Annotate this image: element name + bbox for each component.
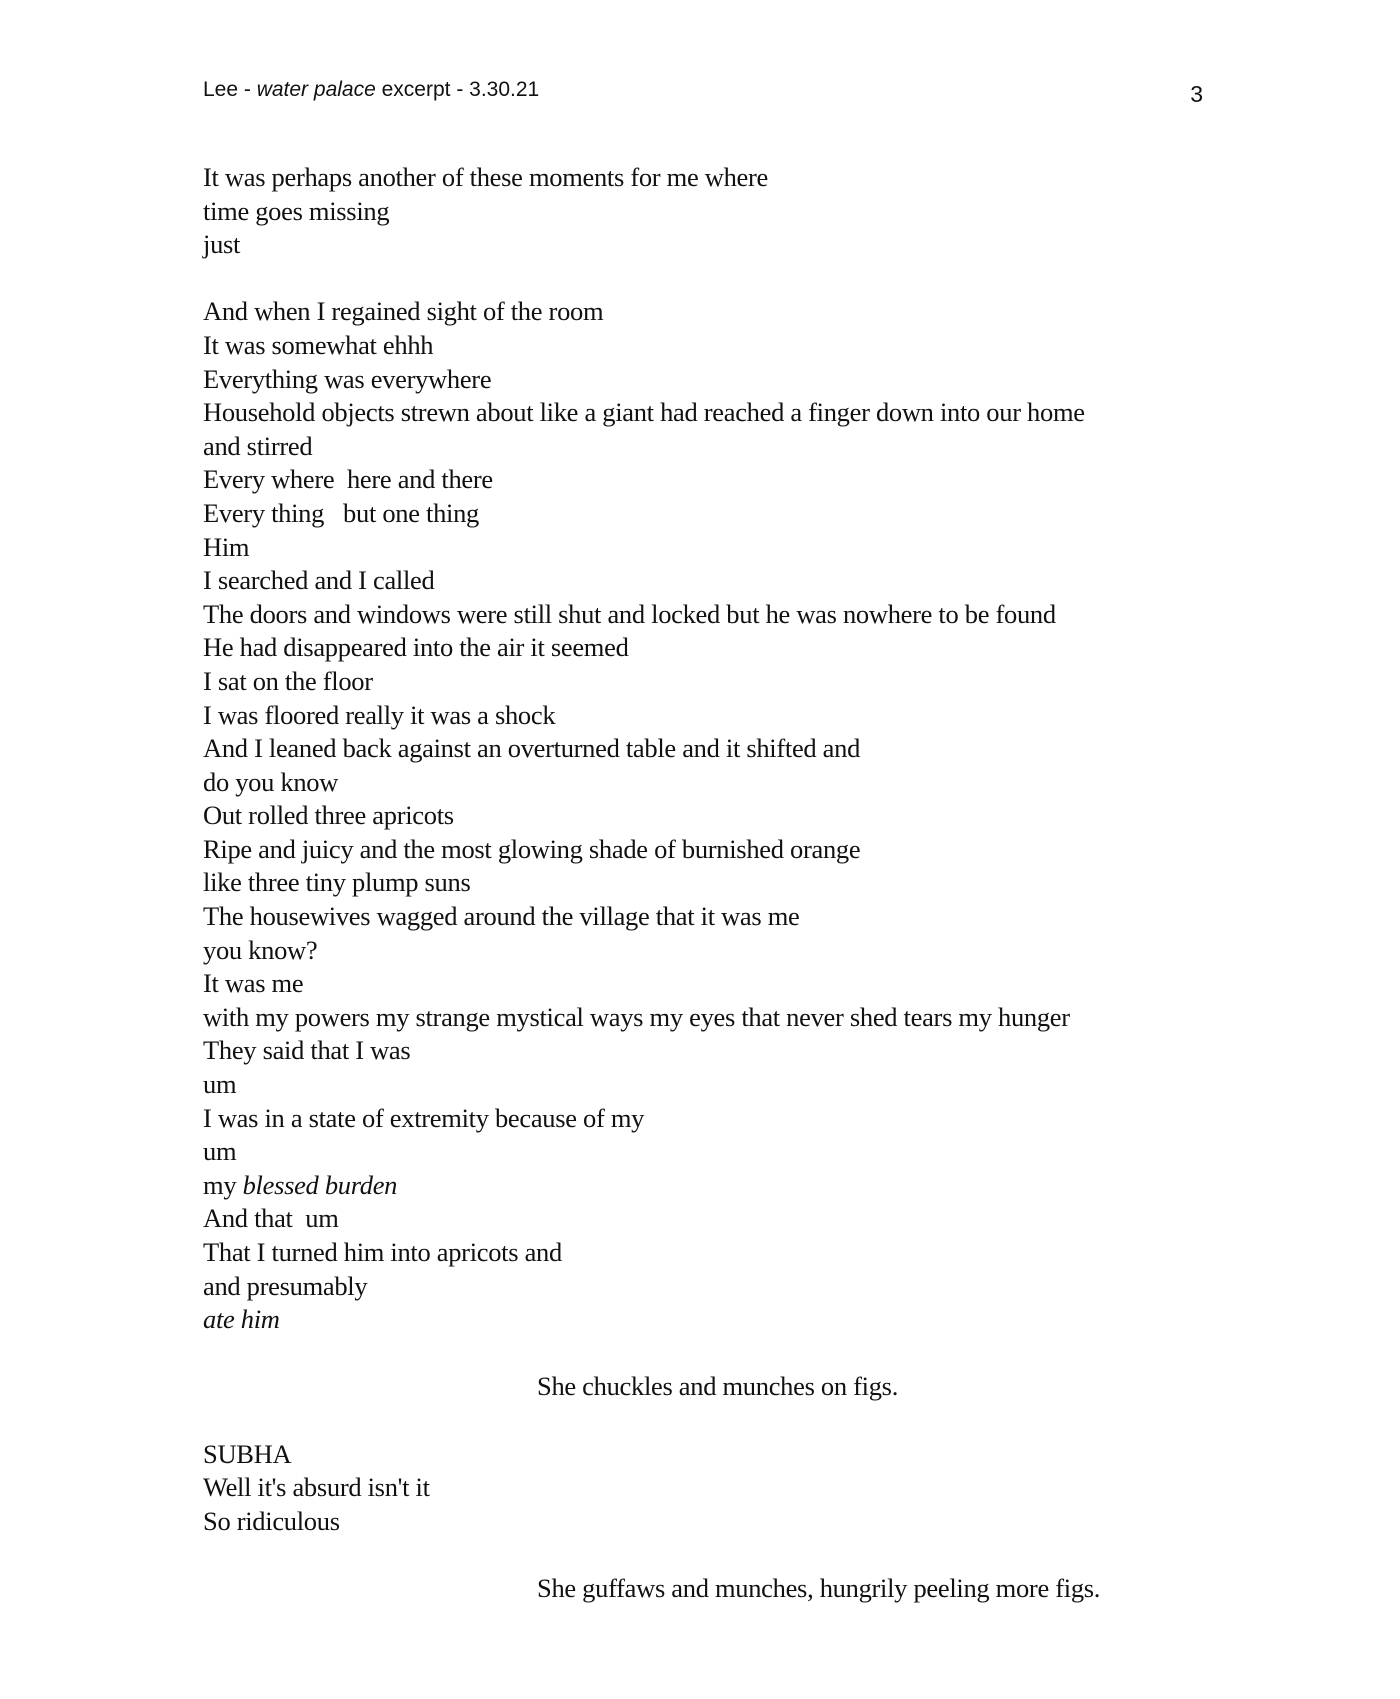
script-line-ate-him: ate him: [203, 1304, 280, 1335]
stanza-break: [203, 1337, 1203, 1371]
header-author: Lee -: [203, 78, 257, 101]
script-line: like three tiny plump suns: [203, 867, 471, 898]
stanza-break: [203, 1538, 1203, 1572]
script-line: um: [203, 1136, 237, 1167]
script-line: It was me: [203, 968, 304, 999]
page-number: 3: [1190, 81, 1203, 107]
dialogue-line: So ridiculous: [203, 1505, 340, 1536]
header-title: [203, 76, 539, 104]
script-body: [203, 161, 1203, 1606]
script-line: and presumably: [203, 1270, 368, 1301]
script-line: He had disappeared into the air it seemed: [203, 632, 629, 663]
header-date: excerpt - 3.30.21: [375, 78, 540, 101]
script-line: Every where here and there: [203, 464, 493, 495]
script-line: And that um: [203, 1203, 339, 1234]
script-line: The doors and windows were still shut and locked but he was nowhere to be found: [203, 598, 1056, 629]
script-line: just: [203, 229, 241, 260]
script-line: And when I regained sight of the room: [203, 296, 604, 327]
stage-direction: She chuckles and munches on figs.: [537, 1371, 899, 1402]
script-line: I sat on the floor: [203, 665, 373, 696]
script-line: do you know: [203, 766, 339, 797]
script-line: I was floored really it was a shock: [203, 699, 556, 730]
stanza-break: [203, 262, 1203, 296]
script-line: and stirred: [203, 430, 313, 461]
script-line: um: [203, 1069, 237, 1100]
script-line: with my powers my strange mystical ways my eyes that never shed tears my hunger: [203, 1001, 1070, 1032]
script-line: Him: [203, 531, 250, 562]
script-line: It was perhaps another of these moments for me where: [203, 162, 768, 192]
header-play-title: water palace: [256, 78, 376, 101]
script-line: Every thing but one thing: [203, 497, 479, 528]
dialogue-line: Well it's absurd isn't it: [203, 1472, 430, 1503]
script-line: The housewives wagged around the village that it was me: [203, 901, 800, 932]
character-name: SUBHA: [203, 1438, 292, 1469]
script-line: Everything was everywhere: [203, 363, 492, 394]
script-line: time goes missing: [203, 195, 390, 226]
stanza-break: [203, 1404, 1203, 1438]
script-line: That I turned him into apricots and: [203, 1237, 562, 1267]
script-line: I searched and I called: [203, 565, 435, 596]
script-line: Ripe and juicy and the most glowing shade of burnished orange: [203, 833, 861, 864]
script-line: Household objects strewn about like a giant had reached a finger down into our home: [203, 397, 1085, 428]
blessed-prefix: my: [203, 1169, 243, 1200]
script-line: It was somewhat ehhh: [203, 329, 434, 360]
blessed-burden-italic: blessed burden: [242, 1169, 398, 1200]
script-line: you know?: [203, 934, 318, 965]
script-line: Out rolled three apricots: [203, 800, 454, 831]
script-line: And I leaned back against an overturned table and it shifted and: [203, 733, 861, 764]
script-line-blessed-burden: [203, 1169, 1203, 1203]
script-line: I was in a state of extremity because of my: [203, 1102, 645, 1133]
stage-direction: She guffaws and munches, hungrily peeling more figs.: [537, 1572, 1101, 1603]
script-line: They said that I was: [203, 1035, 411, 1066]
